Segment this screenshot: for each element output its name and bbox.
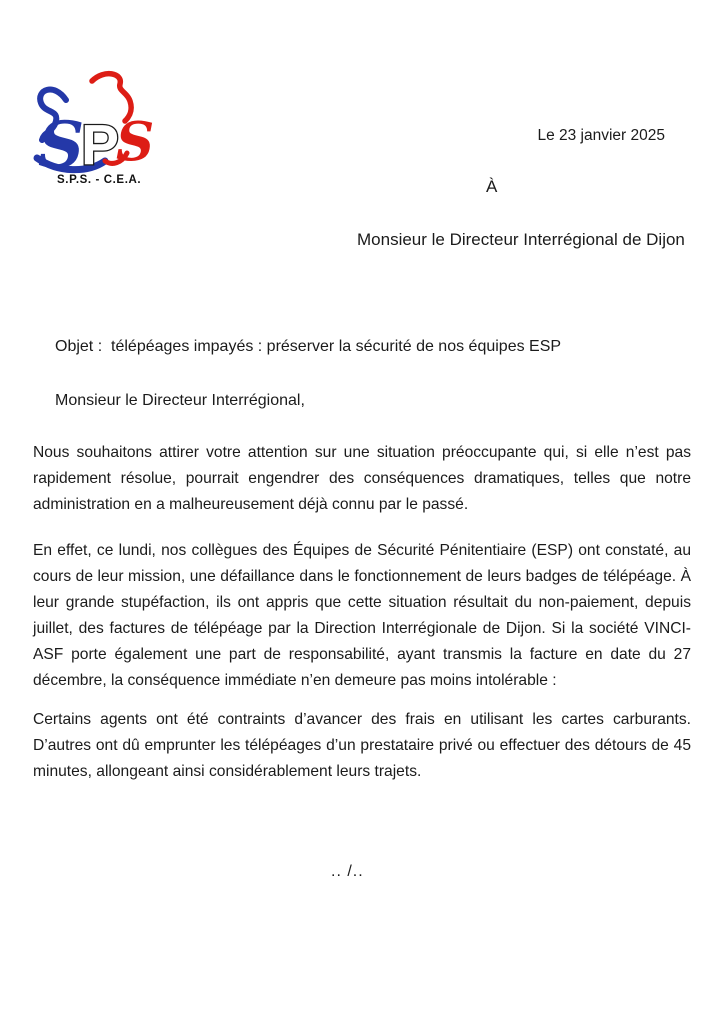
body-paragraph-3: Certains agents ont été contraints d’avancer des frais en utilisant les cartes carburants. D’autres ont dû emprunter les télépéages d’un prestataire privé ou effectuer des détours de 45 minutes, allongeant ainsi considérablement leurs trajets. [33, 711, 691, 780]
logo-letter-p: P [81, 113, 120, 177]
recipient-prefix: À [486, 177, 498, 196]
continuation-marker: .. /.. [331, 863, 364, 880]
body-paragraph-2: En effet, ce lundi, nos collègues des Équipes de Sécurité Pénitentiaire (ESP) ont constaté, au cours de leur mission, une défaillance dans le fonctionnement de leurs badges de télépéage. À leur grande stupéfaction, ils ont appris que cette situation résultait du non-paiement, depuis juillet, des factures de télépéage par la Direction Interrégionale de Dijon. Si la société VINCI-ASF porte également une part de responsabilité, ayant transmis la facture en date du 27 décembre, la conséquence immédiate n’en demeure pas moins intolérable : [33, 542, 691, 689]
logo-caption: S.P.S. - C.E.A. [57, 174, 142, 186]
logo-letter-s-red: S [116, 111, 155, 173]
sps-logo [30, 70, 180, 190]
letter-date: Le 23 janvier 2025 [537, 127, 665, 144]
subject-line: Objet : télépéages impayés : préserver la sécurité de nos équipes ESP [55, 338, 562, 355]
recipient-line: Monsieur le Directeur Interrégional de Dijon [357, 230, 685, 249]
logo-letter-s-blue: S [38, 108, 85, 183]
salutation: Monsieur le Directeur Interrégional, [55, 392, 305, 409]
body-paragraph-1: Nous souhaitons attirer votre attention sur une situation préoccupante qui, si elle n’est pas rapidement résolue, pourrait engendrer des conséquences dramatiques, telles que notre administration en a malheureusement déjà connu par le passé. [33, 444, 691, 513]
